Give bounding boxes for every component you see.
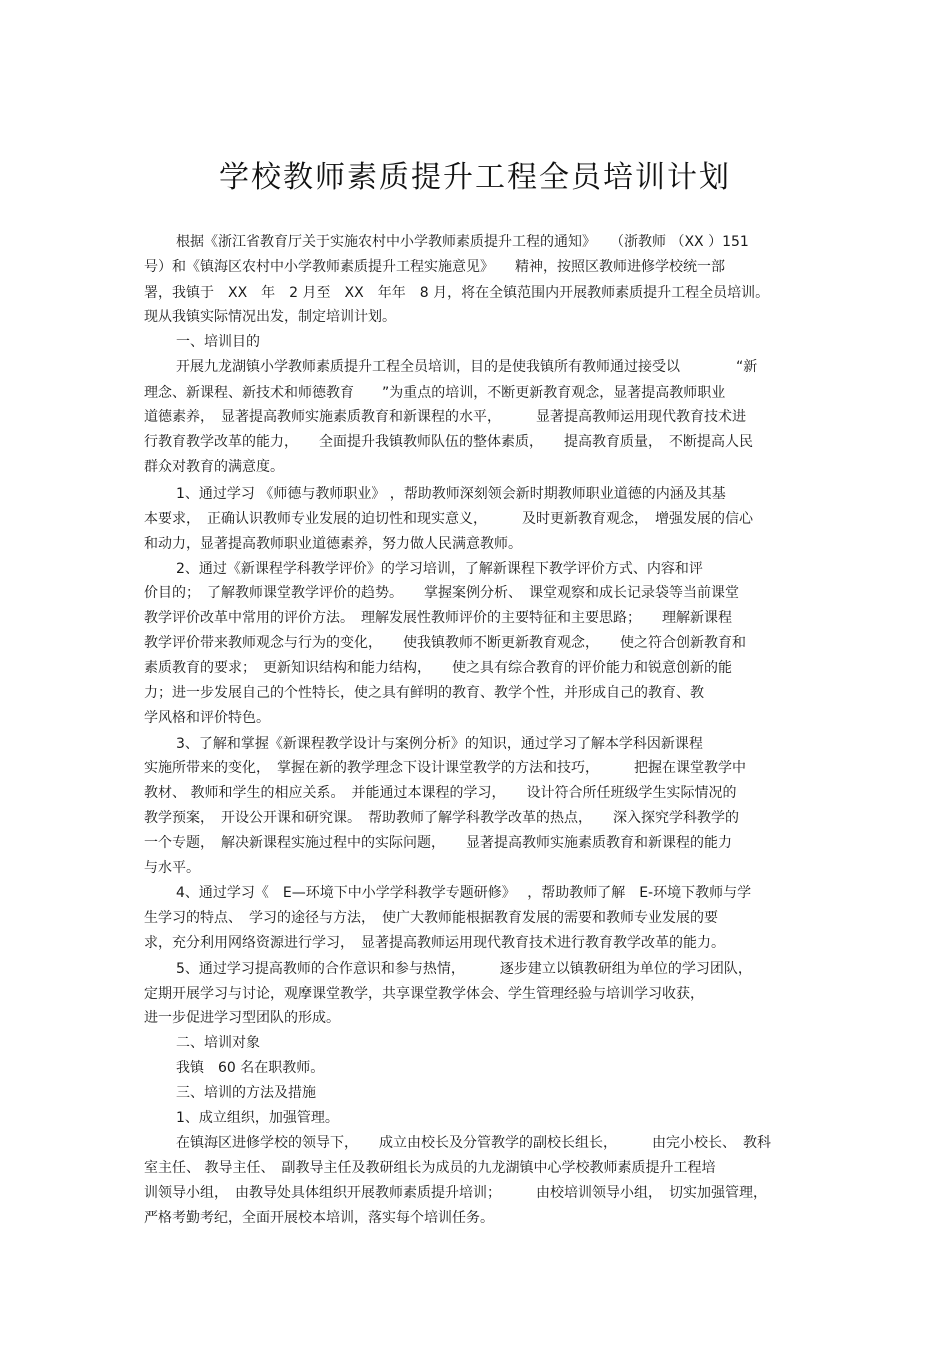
- paragraph-line: 定期开展学习与讨论，观摩课堂教学，共享课堂教学体会、学生管理经验与培训学习收获，: [144, 986, 704, 1002]
- paragraph-line: 1、通过学习 《师德与教师职业》 ，帮助教师深刻领会新时期教师职业道德的内涵及其基: [176, 486, 726, 502]
- paragraph-line: 求，充分利用网络资源进行学习， 显著提高教师运用现代教育技术进行教育教学改革的能力。: [144, 935, 725, 951]
- paragraph-line: 教学预案， 开设公开课和研究课。 帮助教师了解学科教学改革的热点， 深入探究学科教学的: [144, 810, 739, 826]
- paragraph-line: 素质教育的要求； 更新知识结构和能力结构， 使之具有综合教育的评价能力和锐意创新的能: [144, 660, 732, 676]
- paragraph-line: 价目的； 了解教师课堂教学评价的趋势。 掌握案例分析、 课堂观察和成长记录袋等当前课堂: [144, 585, 739, 601]
- paragraph-line: 本要求， 正确认识教师专业发展的迫切性和现实意义， 及时更新教育观念， 增强发展的信心: [144, 511, 753, 527]
- paragraph-line: 教材、 教师和学生的相应关系。 并能通过本课程的学习， 设计符合所任班级学生实际情况的: [144, 785, 737, 801]
- paragraph-line: 理念、新课程、新技术和师德教育 ”为重点的培训，不断更新教育观念，显著提高教师职业: [144, 385, 726, 401]
- paragraph-line: 行教育教学改革的能力， 全面提升我镇教师队伍的整体素质， 提高教育质量， 不断提高人民: [144, 434, 753, 450]
- paragraph-line: 进一步促进学习型团队的形成。: [144, 1010, 340, 1026]
- paragraph-line: 力；进一步发展自己的个性特长，使之具有鲜明的教育、教学个性，并形成自己的教育、教: [144, 685, 704, 701]
- paragraph-line: 一个专题， 解决新课程实施过程中的实际问题， 显著提高教师实施素质教育和新课程的能力: [144, 835, 732, 851]
- section-heading: 三、培训的方法及措施: [176, 1085, 316, 1101]
- paragraph-line: 训领导小组， 由教导处具体组织开展教师素质提升培训； 由校培训领导小组， 切实加强管理，: [144, 1185, 767, 1201]
- paragraph-line: 室主任、 教导主任、 副教导主任及教研组长为成员的九龙湖镇中心学校教师素质提升工程培: [144, 1160, 716, 1176]
- paragraph-line: 5、通过学习提高教师的合作意识和参与热情， 逐步建立以镇教研组为单位的学习团队，: [176, 961, 752, 977]
- paragraph-line: 开展九龙湖镇小学教师素质提升工程全员培训，目的是使我镇所有教师通过接受以 “新: [176, 359, 758, 375]
- paragraph-line: 生学习的特点、 学习的途径与方法， 使广大教师能根据教育发展的需要和教师专业发展的要: [144, 910, 718, 926]
- section-heading: 一、培训目的: [176, 334, 260, 350]
- paragraph-line: 现从我镇实际情况出发，制定培训计划。: [144, 309, 396, 325]
- paragraph-line: 根据《浙江省教育厅关于实施农村中小学教师素质提升工程的通知》 （浙教师 （XX ）151: [176, 234, 749, 250]
- document-title: 学校教师素质提升工程全员培训计划: [219, 160, 731, 195]
- paragraph-line: 4、通过学习《 E—环境下中小学学科教学专题研修》 ，帮助教师了解 E-环境下教师与学: [176, 885, 752, 901]
- paragraph-line: 署，我镇于 XX 年 2 月至 XX 年年 8 月，将在全镇范围内开展教师素质提升工程全员培训。: [144, 285, 770, 301]
- paragraph-line: 号）和《镇海区农村中小学教师素质提升工程实施意见》 精神，按照区教师进修学校统一部: [144, 259, 725, 275]
- paragraph-line: 实施所带来的变化， 掌握在新的教学理念下设计课堂教学的方法和技巧， 把握在课堂教学中: [144, 760, 746, 776]
- paragraph-line: 2、通过《新课程学科教学评价》的学习培训，了解新课程下教学评价方式、内容和评: [176, 561, 703, 577]
- paragraph-line: 学风格和评价特色。: [144, 710, 270, 726]
- paragraph-line: 3、了解和掌握《新课程教学设计与案例分析》的知识，通过学习了解本学科因新课程: [176, 736, 703, 752]
- paragraph-line: 与水平。: [144, 860, 200, 876]
- section-heading: 二、培训对象: [176, 1035, 260, 1051]
- paragraph-line: 道德素养， 显著提高教师实施素质教育和新课程的水平， 显著提高教师运用现代教育技术进: [144, 409, 746, 425]
- paragraph-line: 群众对教育的满意度。: [144, 459, 284, 475]
- paragraph-line: 在镇海区进修学校的领导下， 成立由校长及分管教学的副校长组长， 由完小校长、 教科: [176, 1135, 771, 1151]
- paragraph-line: 严格考勤考纪，全面开展校本培训，落实每个培训任务。: [144, 1210, 494, 1226]
- paragraph-line: 我镇 60 名在职教师。: [176, 1060, 325, 1076]
- paragraph-line: 教学评价带来教师观念与行为的变化， 使我镇教师不断更新教育观念， 使之符合创新教育和: [144, 635, 746, 651]
- subsection-heading: 1、成立组织，加强管理。: [176, 1110, 339, 1126]
- paragraph-line: 教学评价改革中常用的评价方法。 理解发展性教师评价的主要特征和主要思路； 理解新课程: [144, 610, 732, 626]
- paragraph-line: 和动力，显著提高教师职业道德素养，努力做人民满意教师。: [144, 536, 522, 552]
